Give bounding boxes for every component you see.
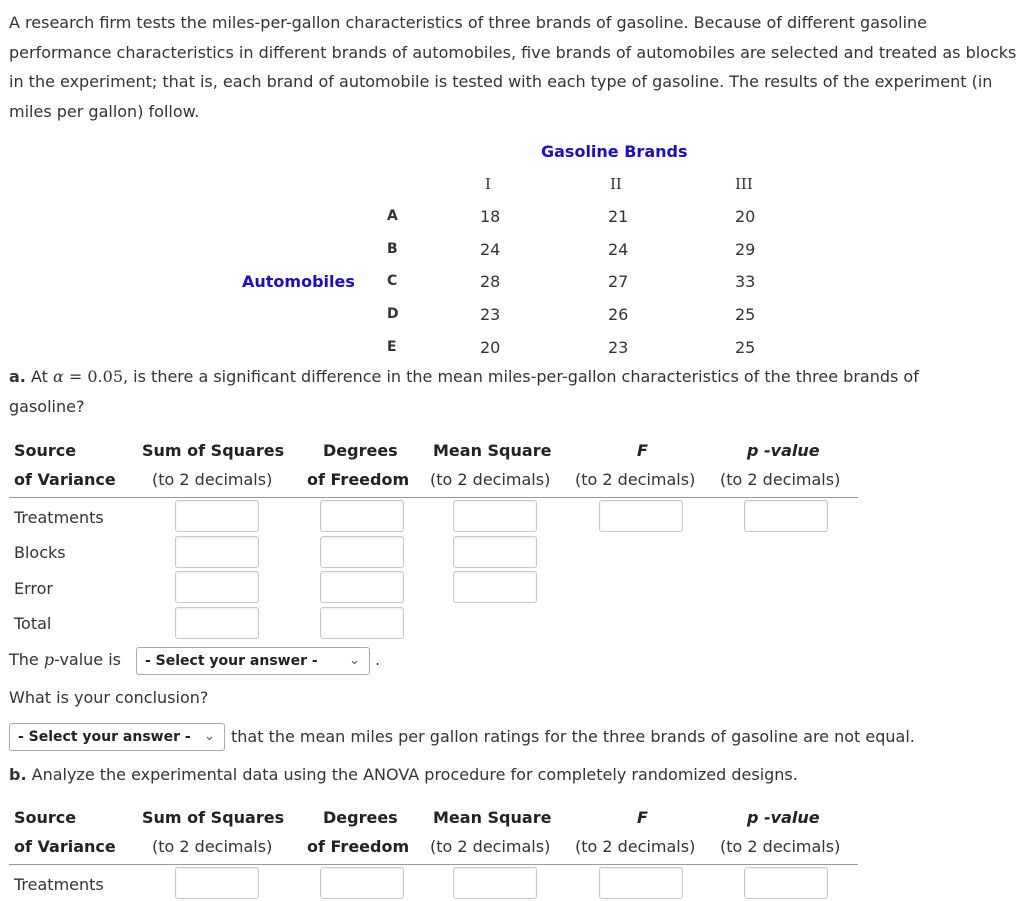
header-b-mean-square: Mean Square	[433, 808, 552, 827]
alpha-equals: =	[63, 367, 88, 386]
pvalue-line	[9, 650, 121, 669]
alpha-symbol: α	[52, 367, 64, 386]
header-b-f-decimals: (to 2 decimals)	[575, 837, 696, 856]
alpha-value: 0.05	[87, 367, 123, 386]
header-source: Source	[14, 441, 77, 460]
cell-a-3: 20	[735, 207, 756, 226]
row-b-treatments-label: Treatments	[14, 875, 104, 894]
header-p-value: p -value	[747, 441, 820, 460]
pvalue-p: p	[43, 650, 55, 669]
cell-c-1: 28	[480, 272, 501, 291]
cell-b-3: 29	[735, 240, 756, 259]
conclusion-select-value: - Select your answer -	[18, 729, 191, 745]
conclusion-question: What is your conclusion?	[9, 688, 209, 707]
cell-e-1: 20	[480, 338, 501, 357]
chevron-down-icon: ⌄	[204, 729, 215, 744]
pvalue-text-before: The	[9, 650, 44, 669]
header-b-f: F	[637, 808, 648, 827]
header-degrees: Degrees	[323, 441, 398, 460]
column-header-2: II	[610, 175, 622, 193]
cell-b-2: 24	[608, 240, 629, 259]
treatments-df-input[interactable]	[320, 500, 404, 532]
problem-intro: A research firm tests the miles-per-gallon characteristics of three brands of gasoline. Because of different gasoline performance characteristics in different brands of automobiles, five brands of automobiles are selected and treated as blocks in the experiment; that is, each brand of automobile is tested with each type of gasoline. The results of the experiment (in miles per gallon) follow.	[9, 13, 1017, 121]
part-a-question	[9, 367, 919, 386]
header-ss-decimals: (to 2 decimals)	[152, 470, 273, 489]
cell-a-2: 21	[608, 207, 629, 226]
chevron-down-icon: ⌄	[349, 653, 360, 668]
column-header-1: I	[485, 175, 491, 193]
row-label-e: E	[387, 339, 397, 355]
cell-a-1: 18	[480, 207, 501, 226]
cell-d-3: 25	[735, 305, 756, 324]
header-sum-of-squares: Sum of Squares	[142, 441, 285, 460]
part-a-text-line1: , is there a significant difference in the mean miles-per-gallon characteristics of the three brands of	[123, 367, 919, 386]
row-error-label: Error	[14, 579, 53, 598]
blocks-ms-input[interactable]	[453, 536, 537, 568]
treatments-ms-input[interactable]	[453, 500, 537, 532]
pvalue-period: .	[375, 650, 381, 669]
part-a-text-line2: gasoline?	[9, 397, 85, 416]
error-ss-input[interactable]	[175, 571, 259, 603]
part-a-text-before: At	[25, 367, 53, 386]
cell-b-1: 24	[480, 240, 501, 259]
header-b-ms-decimals: (to 2 decimals)	[430, 837, 551, 856]
header-ms-decimals: (to 2 decimals)	[430, 470, 551, 489]
error-df-input[interactable]	[320, 571, 404, 603]
header-b-of-freedom: of Freedom	[307, 837, 410, 856]
table-b-header-rule	[9, 864, 858, 865]
row-total-label: Total	[14, 614, 52, 633]
column-group-title: Gasoline Brands	[541, 142, 688, 161]
column-header-3: III	[735, 175, 753, 193]
conclusion-text: that the mean miles per gallon ratings for the three brands of gasoline are not equal.	[231, 727, 915, 746]
cell-d-2: 26	[608, 305, 629, 324]
b-treatments-f-input[interactable]	[599, 867, 683, 899]
header-b-source: Source	[14, 808, 77, 827]
b-treatments-p-input[interactable]	[744, 867, 828, 899]
row-label-a: A	[387, 208, 398, 224]
header-b-ss-decimals: (to 2 decimals)	[152, 837, 273, 856]
part-a-prefix: a.	[9, 367, 26, 386]
pvalue-text-after: -value is	[54, 650, 122, 669]
row-label-d: D	[387, 306, 399, 322]
row-label-b: B	[387, 241, 398, 257]
cell-e-2: 23	[608, 338, 629, 357]
b-treatments-df-input[interactable]	[320, 867, 404, 899]
header-f-decimals: (to 2 decimals)	[575, 470, 696, 489]
total-ss-input[interactable]	[175, 607, 259, 639]
header-b-degrees: Degrees	[323, 808, 398, 827]
header-b-p-decimals: (to 2 decimals)	[720, 837, 841, 856]
header-of-freedom: of Freedom	[307, 470, 410, 489]
header-of-variance: of Variance	[14, 470, 116, 489]
header-p-decimals: (to 2 decimals)	[720, 470, 841, 489]
cell-c-3: 33	[735, 272, 756, 291]
row-label-c: C	[387, 273, 398, 289]
table-a-header-rule	[9, 497, 858, 498]
part-b-question	[9, 765, 798, 784]
header-mean-square: Mean Square	[433, 441, 552, 460]
part-b-prefix: b.	[9, 765, 27, 784]
total-df-input[interactable]	[320, 607, 404, 639]
row-treatments-label: Treatments	[14, 508, 104, 527]
header-b-p-value: p -value	[747, 808, 820, 827]
b-treatments-ms-input[interactable]	[453, 867, 537, 899]
cell-e-3: 25	[735, 338, 756, 357]
pvalue-select[interactable]	[136, 647, 370, 675]
treatments-f-input[interactable]	[599, 500, 683, 532]
header-b-of-variance: of Variance	[14, 837, 116, 856]
blocks-ss-input[interactable]	[175, 536, 259, 568]
cell-c-2: 27	[608, 272, 629, 291]
row-group-title: Automobiles	[242, 272, 355, 291]
b-treatments-ss-input[interactable]	[175, 867, 259, 899]
treatments-p-input[interactable]	[744, 500, 828, 532]
row-blocks-label: Blocks	[14, 543, 66, 562]
error-ms-input[interactable]	[453, 571, 537, 603]
cell-d-1: 23	[480, 305, 501, 324]
header-f: F	[637, 441, 648, 460]
header-b-sum-of-squares: Sum of Squares	[142, 808, 285, 827]
pvalue-select-value: - Select your answer -	[145, 653, 318, 669]
part-b-text: Analyze the experimental data using the ANOVA procedure for completely randomized designs.	[26, 765, 798, 784]
conclusion-select[interactable]	[9, 723, 225, 751]
blocks-df-input[interactable]	[320, 536, 404, 568]
treatments-ss-input[interactable]	[175, 500, 259, 532]
